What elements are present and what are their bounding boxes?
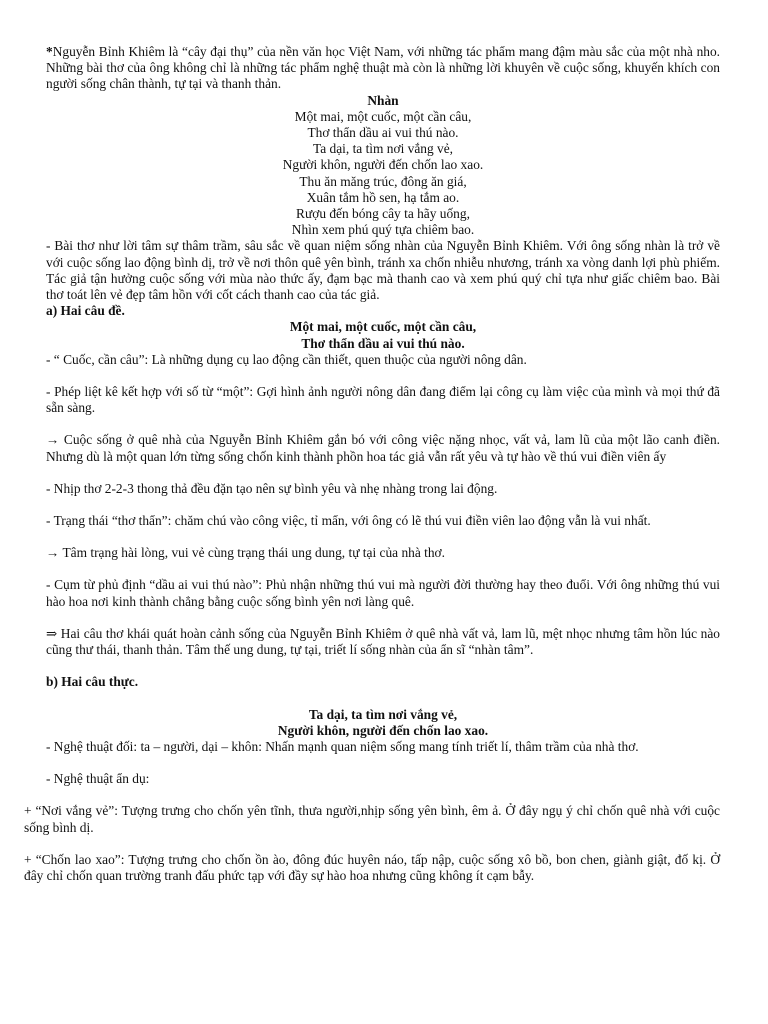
poem-line: Ta dại, ta tìm nơi vắng vẻ, — [312, 141, 453, 157]
section-a-heading: a) Hai câu đề. — [46, 303, 125, 319]
section-b-quote-line: Ta dại, ta tìm nơi vắng vẻ, — [308, 706, 458, 722]
section-b-quote-line: Người khôn, người đến chốn lao xao. — [277, 722, 489, 738]
section-b-heading: b) Hai câu thực. — [46, 674, 139, 690]
document-page — [24, 44, 720, 884]
poem-line: Người khôn, người đến chốn lao xao. — [282, 157, 484, 173]
intro-text: Nguyễn Bỉnh Khiêm là “cây đại thụ” của nền văn học Việt Nam, với những tác phẩm mang đậm màu sắc của một nhà nho. Những bài thơ của ông không chỉ là những tác phẩm nghệ thuật mà còn là những lời khuyên về cuộc sống, khuyến khích con người sống chân thành, tự tại và thanh thản. — [46, 44, 720, 92]
poem-line: Thu ăn măng trúc, đông ăn giá, — [299, 173, 467, 189]
summary-paragraph: - Bài thơ như lời tâm sự thâm trầm, sâu sắc về quan niệm sống nhàn của Nguyễn Bỉnh Khiêm. Với ông sống nhàn là trở về với cuộc sống lao động bình dị, trở về nơi thôn quê yên bình, tránh xa chốn nhiễu nhương, tránh xa vòng danh lợi phù phiếm. Tác giả tận hưởng cuộc sống với mùa nào thức ấy, đạm bạc mà thanh cao và xem phú quý chỉ tựa như giấc chiêm bao. Bài thơ toát lên vẻ đẹp tâm hồn với cốt cách thanh cao của tác giả. — [46, 238, 720, 303]
poem-line: Một mai, một cuốc, một cần câu, — [294, 108, 472, 124]
poem-line: Thơ thẩn dầu ai vui thú nào. — [307, 125, 459, 141]
section-a-paragraph: - Phép liệt kê kết hợp với số từ “một”: Gợi hình ảnh người nông dân đang điểm lại công cụ làm việc của mình và mọi thứ đã sẵn sàng. — [46, 384, 720, 416]
section-a-paragraph: - Nhịp thơ 2-2-3 thong thả đều đặn tạo nên sự bình yêu và nhẹ nhàng trong lai động. — [46, 480, 498, 496]
section-b-paragraph: + “Chốn lao xao”: Tượng trưng cho chốn ồn ào, đông đúc huyên náo, tấp nập, cuộc sống xô bồ, bon chen, giành giật, đố kị. Ở đây chỉ chốn quan trường tranh đấu phức tạp với đầy sự hào hoa nhưng cũng không ít cạm bẫy. — [24, 851, 720, 883]
poem — [46, 109, 720, 239]
section-b-paragraph: - Nghệ thuật ẩn dụ: — [46, 771, 150, 787]
section-a-paragraph: ⇒ Hai câu thơ khái quát hoàn cảnh sống của Nguyễn Bỉnh Khiêm ở quê nhà vất vả, lam lũ, mệt nhọc nhưng tâm hồn lúc nào cũng thư thái, thanh thản. Tâm thế ung dung, tự tại, triết lí sống nhàn của ẩn sĩ “nhàn tâm”. — [46, 625, 720, 658]
poem-line: Rượu đến bóng cây ta hãy uống, — [296, 206, 470, 222]
intro-star: * — [46, 44, 53, 59]
poem-line: Nhìn xem phú quý tựa chiêm bao. — [291, 222, 475, 238]
intro-paragraph — [46, 44, 720, 93]
section-a-paragraph: - “ Cuốc, cần câu”: Là những dụng cụ lao động cần thiết, quen thuộc của người nông dân. — [46, 351, 527, 367]
section-a-paragraph: → Cuộc sống ở quê nhà của Nguyễn Bỉnh Khiêm gắn bó với công việc nặng nhọc, vất vả, lam lũ của một lão canh điền. Nhưng dù là một quan lớn từng sống chốn kinh thành phồn hoa tác giả vẫn rất yêu và tự hào về thú vui điền viên ấy — [46, 432, 720, 464]
section-a-paragraph: → Tâm trạng hài lòng, vui vẻ cùng trạng thái ung dung, tự tại của nhà thơ. — [46, 545, 445, 561]
poem-line: Xuân tắm hồ sen, hạ tắm ao. — [306, 189, 460, 205]
section-a-quote-line: Một mai, một cuốc, một cần câu, — [289, 319, 477, 335]
poem-title: Nhàn — [367, 92, 399, 108]
section-a-quote-line: Thơ thẩn dầu ai vui thú nào. — [301, 335, 465, 351]
section-b-paragraph: - Nghệ thuật đối: ta – người, dại – khôn: Nhấn mạnh quan niệm sống mang tính triết lí, thâm trầm của nhà thơ. — [46, 738, 639, 754]
section-a-paragraph: - Trạng thái “thơ thẩn”: chăm chú vào công việc, tỉ mẩn, với ông có lẽ thú vui điền viên lao động vẫn là vui nhất. — [46, 513, 651, 529]
section-b-paragraph: + “Nơi vắng vẻ”: Tượng trưng cho chốn yên tĩnh, thưa người,nhịp sống yên bình, êm ả. Ở đây ngụ ý chỉ chốn quê nhà với cuộc sống bình dị. — [24, 803, 720, 835]
section-a-paragraph: - Cụm từ phủ định “dầu ai vui thú nào”: Phủ nhận những thú vui mà người đời thường hay theo đuổi. Với ông những thú vui hào hoa nơi kinh thành chẳng bằng cuộc sống bình yên nơi làng quê. — [46, 577, 720, 609]
